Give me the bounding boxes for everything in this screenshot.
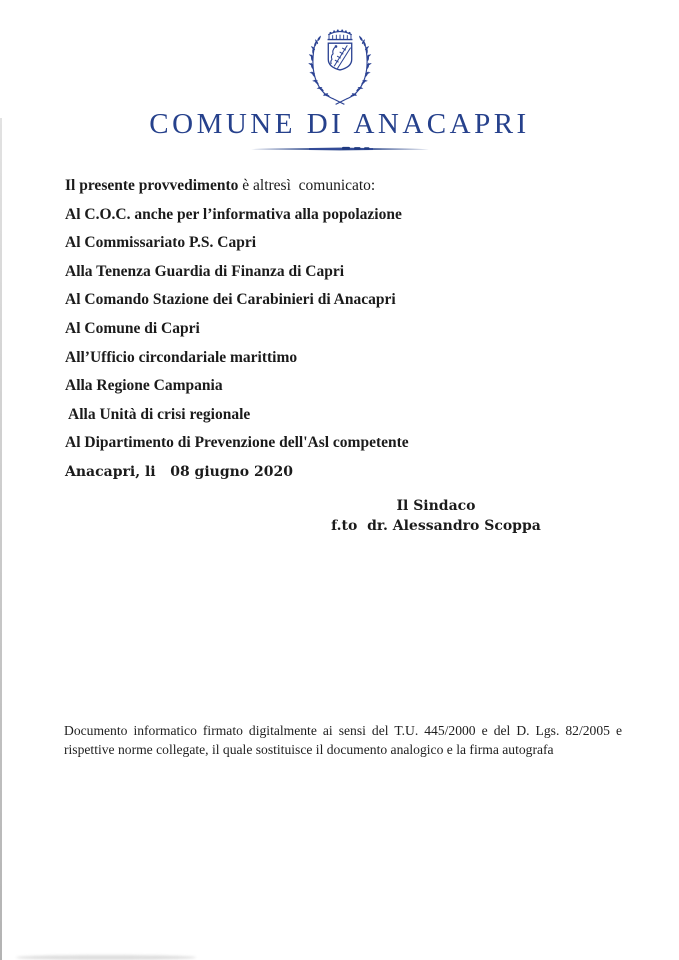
recipient-line: All’Ufficio circondariale marittimo — [65, 348, 298, 366]
footer-line-2: rispettive norme collegate, il quale sostituisce il documento analogico e la firma autografa — [64, 741, 554, 757]
mural-crown-icon — [327, 30, 352, 40]
scan-edge-artifact — [0, 118, 2, 960]
signature-block — [288, 497, 584, 536]
signer-name: f.to dr. Alessandro Scoppa — [331, 517, 541, 534]
signer-role: Il Sindaco — [396, 498, 476, 514]
intro-line — [65, 172, 649, 201]
recipient-line: Alla Regione Campania — [65, 377, 223, 395]
recipient-line: Al Comune di Capri — [65, 319, 200, 337]
dateline: Anacapri, li 08 giugno 2020 — [65, 463, 293, 480]
recipient-line: Al Commissariato P.S. Capri — [65, 234, 257, 252]
recipient-line: Al Comando Stazione dei Carabinieri di Anacapri — [65, 291, 396, 309]
footer-line-1: Documento informatico firmato digitalmente ai sensi del T.U. 445/2000 e del D. Lgs. 82/2005 e — [64, 723, 622, 738]
municipal-crest-icon — [296, 26, 384, 108]
intro-bold-text: Il presente provvedimento — [65, 177, 239, 194]
scan-smudge-artifact — [16, 955, 196, 960]
page-title: COMUNE DI ANACAPRI — [149, 108, 530, 140]
intro-regular-text: è altresì comunicato: — [238, 177, 376, 194]
recipient-line: Al Dipartimento di Prevenzione dell'Asl competente — [65, 434, 409, 452]
recipient-line: Alla Tenenza Guardia di Finanza di Capri — [65, 262, 345, 280]
recipient-line: Alla Unità di crisi regionale — [65, 405, 251, 423]
document-body — [65, 172, 649, 487]
divider-rule — [251, 144, 429, 154]
digital-signature-notice — [64, 722, 622, 759]
recipient-list — [65, 201, 649, 458]
recipient-line: Al C.O.C. anche per l’informativa alla popolazione — [65, 205, 402, 223]
shield-icon — [328, 43, 351, 70]
